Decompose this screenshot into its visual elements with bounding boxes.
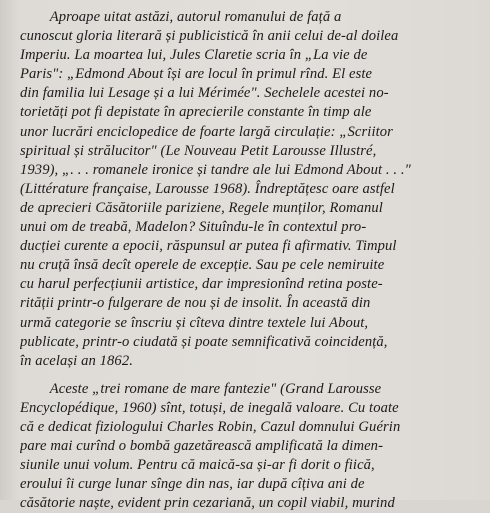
text-line: publicate, printr-o ciudată și poate semnificativă coincidență, — [20, 333, 388, 350]
text-line: pare mai curînd o bombă gazetărească amplificată la dimen- — [20, 438, 384, 455]
text-line: de aprecieri Căsătoriile pariziene, Regele munților, Romanul — [20, 199, 383, 216]
text-line: spiritual și strălucitor" (Le Nouveau Petit Larousse Illustré, — [20, 142, 377, 159]
text-line: nu cruță însă decît operele de excepție. Sau pe cele nemiruite — [20, 257, 385, 274]
text-line: Imperiu. La moartea lui, Jules Claretie scria în „La vie de — [20, 47, 368, 64]
text-line: Aceste „trei romane de mare fantezie" (Grand Larousse — [20, 380, 382, 397]
text-line: în același an 1862. — [20, 352, 133, 369]
text-line: ducției curente a epocii, răspunsul ar putea fi afirmativ. Timpul — [20, 238, 397, 255]
text-line: (Littérature française, Larousse 1968). Îndreptățesc oare astfel — [20, 180, 395, 197]
text-line: cu harul perfecțiunii artistice, dar impresionînd retina poste- — [20, 276, 383, 293]
text-line: Encyclopédique, 1960) sînt, totuși, de inegală valoare. Cu toate — [20, 399, 399, 416]
text-line: cunoscut gloria literară și publicistică în anii celui de-al doilea — [20, 28, 399, 45]
text-line: unui om de treabă, Madelon? Situîndu-le în contextul pro- — [20, 219, 367, 236]
text-line: urmă categorie se înscriu și cîteva dintre textele lui About, — [20, 314, 369, 331]
paragraph — [20, 8, 482, 371]
text-line: rității printr-o fulgerare de nou și de insolit. În această din — [20, 295, 371, 312]
text-line: Paris": „Edmond About își are locul în primul rînd. El este — [20, 66, 373, 83]
text-line: că e dedicat fiziologului Charles Robin, Cazul domnului Guérin — [20, 418, 401, 435]
text-line: eroului îi curge lunar sînge din nas, iar după cîțiva ani de — [20, 476, 365, 493]
text-line: căsătorie naște, evident prin cezariană, un copil viabil, murind — [20, 495, 395, 512]
text-line: Aproape uitat astăzi, autorul romanului de față a — [20, 9, 342, 25]
text-line: torietăți pot fi depistate în aprecierile constante în timp ale — [20, 104, 372, 121]
text-line: unor lucrări enciclopedice de foarte largă circulație: „Scriitor — [20, 123, 393, 140]
body-text — [20, 8, 482, 513]
text-line: 1939), „. . . romanele ironice și tandre ale lui Edmond About . . ." — [20, 161, 411, 178]
text-line: siunile unui volum. Pentru că maică-sa și-ar fi dorit o fiică, — [20, 457, 375, 474]
paragraph — [20, 380, 482, 513]
text-line: din familia lui Lesage și a lui Mérimée". Sechelele acestei no- — [20, 85, 389, 102]
